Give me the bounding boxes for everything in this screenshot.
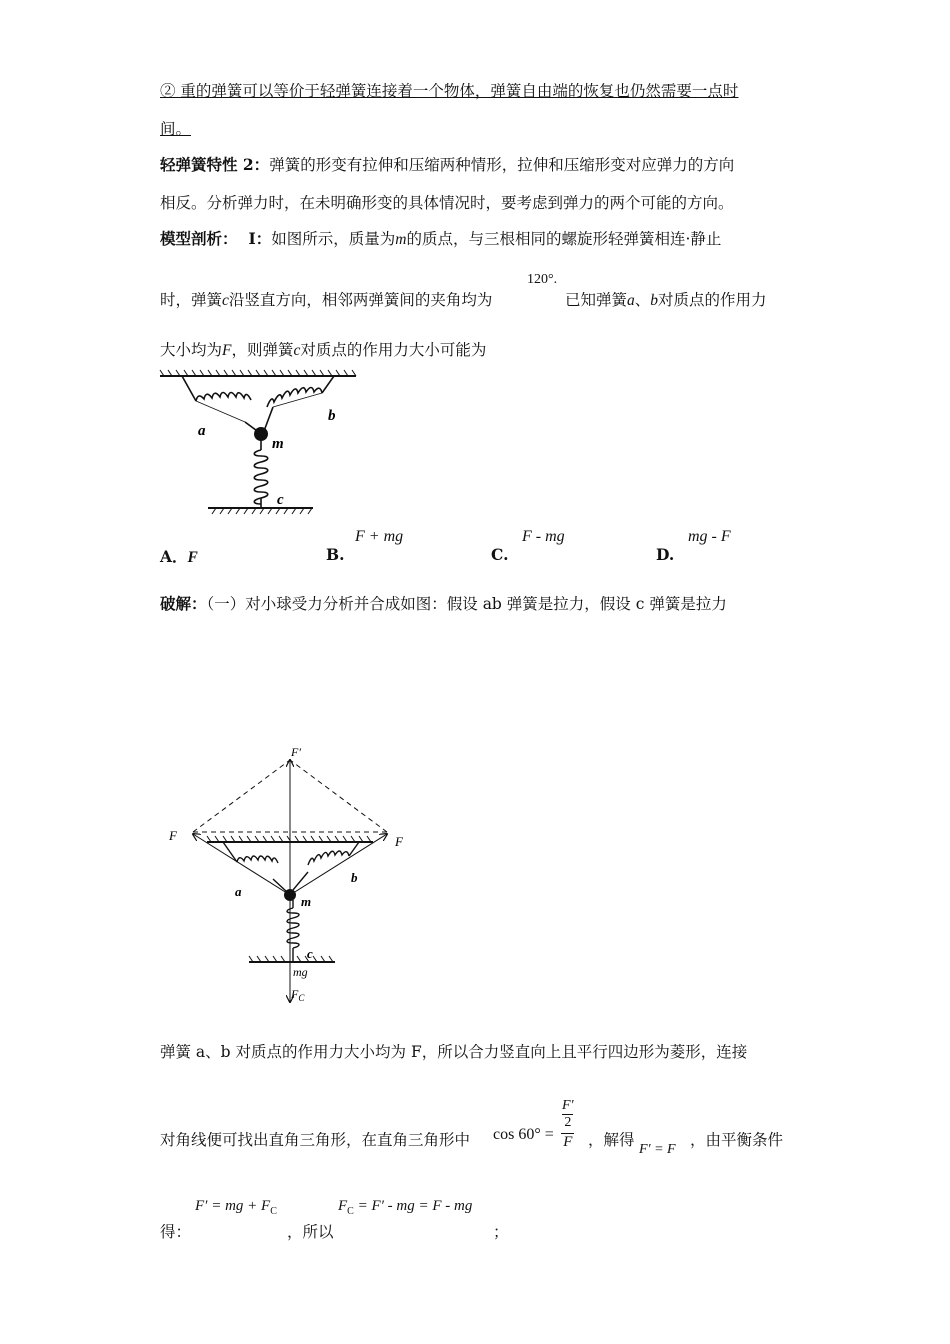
model-line-2 bbox=[160, 288, 492, 310]
option-a[interactable] bbox=[160, 545, 198, 567]
force-left-arrow bbox=[193, 834, 290, 895]
model-line-3 bbox=[160, 338, 486, 360]
spring-c-2 bbox=[287, 900, 299, 962]
model-line-2-cont bbox=[565, 288, 767, 310]
property-2-line-1 bbox=[160, 153, 734, 175]
label-m: m bbox=[272, 436, 284, 452]
floor bbox=[208, 508, 313, 514]
label-m-2: m bbox=[301, 894, 312, 909]
angle-value: 120°. bbox=[527, 272, 558, 287]
option-a-expr: F bbox=[187, 549, 198, 566]
paragraph-3-mid: ，所以 bbox=[287, 1223, 334, 1241]
label-c: c bbox=[277, 492, 284, 508]
label-fc-main: F bbox=[291, 987, 299, 1001]
equation-1-main: F′ = mg + F bbox=[195, 1198, 271, 1214]
force-symbol: F bbox=[222, 342, 232, 359]
spring-b bbox=[264, 376, 334, 431]
option-d-label[interactable]: D. bbox=[656, 545, 675, 564]
equation-2 bbox=[338, 1198, 472, 1217]
model-text: ，则弹簧 bbox=[231, 341, 294, 359]
label-c-2: c bbox=[307, 946, 313, 961]
option-b-expr: F + mg bbox=[355, 528, 404, 545]
property-2-text: 弹簧的形变有拉伸和压缩两种情形，拉伸和压缩形变对应弹力的方向 bbox=[269, 156, 735, 174]
equation-2-sub: C bbox=[347, 1206, 354, 1217]
equation-1 bbox=[195, 1198, 277, 1217]
fraction bbox=[560, 1098, 576, 1151]
paragraph-3-start: 得： bbox=[160, 1223, 192, 1241]
label-fc bbox=[290, 987, 305, 1003]
mass-symbol: m bbox=[395, 231, 407, 248]
spring-c-symbol: c bbox=[222, 292, 229, 309]
option-c-expr: F - mg bbox=[522, 528, 565, 545]
spring-a-2 bbox=[223, 842, 287, 892]
spring-figure-1 bbox=[158, 368, 363, 518]
fraction-outer-den: F bbox=[563, 1134, 573, 1150]
label-b-2: b bbox=[351, 870, 358, 885]
ceiling bbox=[160, 370, 356, 376]
model-text: 大小均为 bbox=[160, 341, 223, 359]
floor-2 bbox=[249, 956, 335, 962]
model-line-1 bbox=[160, 227, 721, 249]
fraction-inner-num: F′ bbox=[562, 1098, 574, 1113]
equation-2-rhs: = F′ - mg = F - mg bbox=[353, 1198, 473, 1214]
solution-label: 破解： bbox=[160, 594, 207, 613]
mass-point-2 bbox=[284, 889, 296, 901]
paragraph-2-text: 对角线便可找出直角三角形，在直角三角形中 bbox=[160, 1131, 471, 1149]
label-a-2: a bbox=[235, 884, 242, 899]
cos-expression: cos 60° = bbox=[493, 1126, 554, 1143]
paragraph-2-solve: ，解得 bbox=[588, 1131, 635, 1149]
model-text: 对质点的作用力 bbox=[658, 291, 767, 309]
paragraph-1: 弹簧 a、b 对质点的作用力大小均为 F，所以合力竖直向上且平行四边形为菱形，连接 bbox=[160, 1043, 748, 1061]
equation-2-lhs: F bbox=[338, 1198, 348, 1214]
note-line-1: ② 重的弹簧可以等价于轻弹簧连接着一个物体，弹簧自由端的恢复也仍然需要一点时 bbox=[160, 82, 739, 100]
spring-c bbox=[254, 440, 268, 508]
equation-1-sub: C bbox=[270, 1206, 277, 1217]
label-b: b bbox=[328, 408, 336, 424]
dashed-right bbox=[290, 760, 387, 832]
model-text: 沿竖直方向，相邻两弹簧间的夹角均为 bbox=[228, 291, 493, 309]
option-c-label[interactable]: C. bbox=[491, 545, 509, 564]
label-f-right: F bbox=[395, 834, 403, 849]
label-fprime: F′ bbox=[291, 745, 301, 759]
fraction-inner-den: 2 bbox=[564, 1115, 572, 1130]
label-a: a bbox=[198, 423, 206, 439]
model-text: 时，弹簧 bbox=[160, 291, 223, 309]
label-fc-sub: C bbox=[298, 993, 305, 1003]
solution-text: （一）对小球受力分析并合成如图：假设 ab 弹簧是拉力，假设 c 弹簧是拉力 bbox=[206, 595, 727, 613]
option-b-label[interactable]: B. bbox=[326, 545, 345, 564]
note-line-2: 间。 bbox=[160, 120, 192, 138]
model-number: Ⅰ： bbox=[248, 229, 272, 248]
solved-expression: F′ = F bbox=[639, 1142, 676, 1157]
solution-line bbox=[160, 592, 727, 614]
mass-point bbox=[254, 427, 268, 441]
force-right-arrow bbox=[290, 834, 387, 895]
paragraph-3-end: ； bbox=[493, 1223, 509, 1241]
spring-b-2 bbox=[293, 842, 359, 890]
label-mg: mg bbox=[293, 965, 308, 979]
separator: 、 bbox=[634, 291, 651, 309]
model-text: 对质点的作用力大小可能为 bbox=[300, 341, 487, 359]
paragraph-2-end: ，由平衡条件 bbox=[690, 1131, 784, 1149]
model-text: 如图所示，质量为 bbox=[271, 230, 396, 248]
spring-b-symbol: b bbox=[650, 292, 659, 309]
model-label: 模型剖析： bbox=[160, 229, 238, 248]
spring-c-symbol: c bbox=[293, 342, 301, 359]
dashed-left bbox=[193, 760, 290, 832]
spring-a bbox=[182, 376, 260, 433]
option-d-expr: mg - F bbox=[688, 528, 731, 545]
force-diagram bbox=[165, 740, 415, 1010]
model-text: 已知弹簧 bbox=[565, 291, 628, 309]
property-2-label: 轻弹簧特性 2： bbox=[160, 155, 270, 174]
label-f-left: F bbox=[169, 828, 177, 843]
spring-a-symbol: a bbox=[627, 292, 635, 309]
option-a-label: A． bbox=[160, 547, 188, 566]
property-2-line-2: 相反。分析弹力时，在未明确形变的具体情况时，要考虑到弹力的两个可能的方向。 bbox=[160, 194, 734, 212]
model-text: 的质点，与三根相同的螺旋形轻弹簧相连·静止 bbox=[406, 230, 722, 248]
